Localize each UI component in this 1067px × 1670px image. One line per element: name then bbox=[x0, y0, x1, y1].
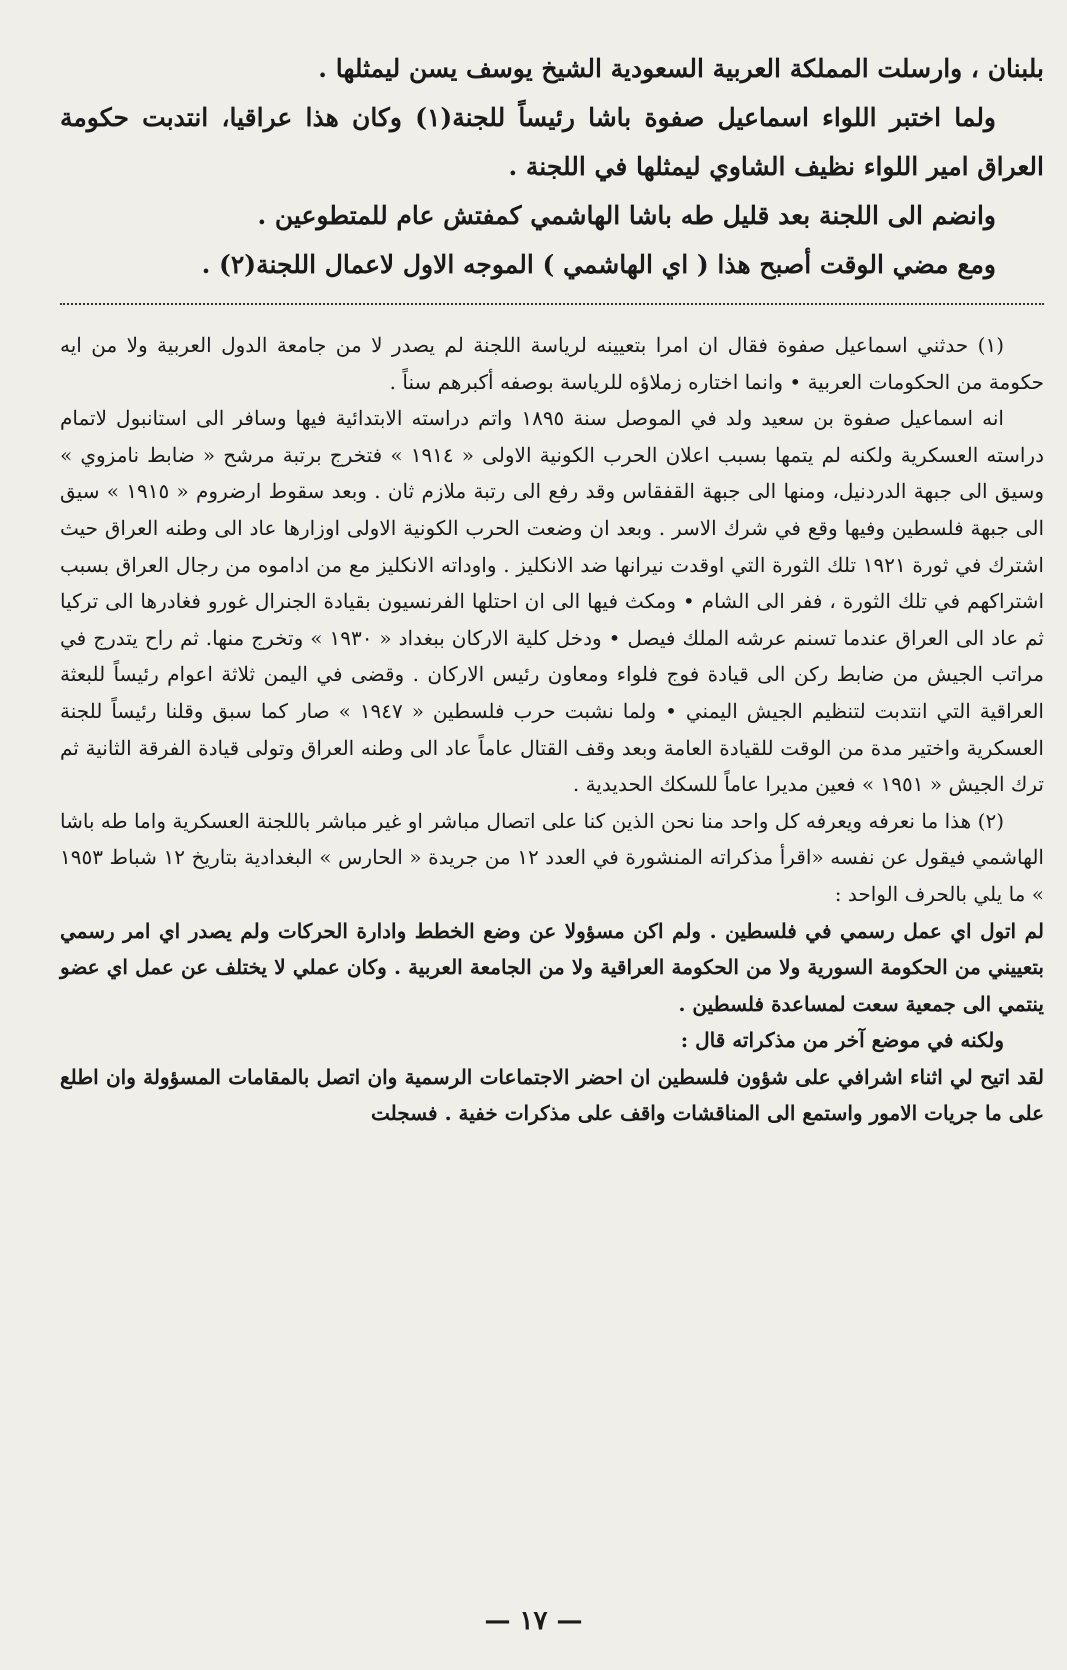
footnote-2-second-quote: لقد اتيح لي اثناء اشرافي على شؤون فلسطين ان احضر الاجتماعات الرسمية وان اتصل بالمقامات المسؤولة وان اطلع على ما جريات الامور واستمع الى المناقشات واقف على مذكرات خفية . فسجلت bbox=[60, 1064, 1044, 1126]
footnote-1-biography: انه اسماعيل صفوة بن سعيد ولد في الموصل سنة ١٨٩٥ واتم دراسته الابتدائية فيها وسافر الى استانبول لاتمام دراسته العسكرية ولكنه لم يتمها بسبب اعلان الحرب الكونية الاولى « ١٩١٤ » فتخرج برتبة مرشح « ضابط نامزوي » وسيق الى جبهة الدردنيل، ومنها الى جبهة القفقاس وقد رفع الى رتبة ملازم ثان . وبعد سقوط ارضروم « ١٩١٥ » سيق الى جبهة فلسطين وفيها وقع في شرك الاسر . وبعد ان وضعت الحرب الكونية الاولى اوزارها عاد الى وطنه العراق حيث اشترك في ثورة ١٩٢١ تلك الثورة التي اوقدت نيرانها ضد الانكليز . واوداته الانكليز مع من اداموه من رجال العراق بسبب اشتراكهم في تلك الثورة ، ففر الى الشام • ومكث فيها الى ان احتلها الفرنسيون بقيادة الجنرال غورو فغادرها الى تركيا ثم عاد الى العراق عندما تسنم عرشه الملك فيصل • ودخل كلية الاركان ببغداد « ١٩٣٠ » وتخرج منها. ثم راح يتدرج في مراتب الجيش من ضابط ركن الى قيادة فوج فلواء ومعاون رئيس الاركان . وقضى في اليمن ثلاثة اعوام رئيساً للبعثة العراقية التي انتدبت لتنظيم الجيش اليمني • ولما نشبت حرب فلسطين « ١٩٤٧ » صار كما سبق وقلنا رئيساً للجنة العسكرية واختير مدة من الوقت للقيادة العامة وبعد وقف القتال عاماً عاد الى وطنه العراق وتولى قيادة الفرقة الثانية ثم ترك الجيش « ١٩٥١ » فعين مديرا عاماً للسكك الحديدية . bbox=[60, 406, 1045, 797]
footnote-1: (١) حدثني اسماعيل صفوة فقال ان امرا بتعيينه لرياسة اللجنة لم يصدر لا من جامعة الدول العربية ولا من ايه حكومة من الحكومات العربية • وانما اختاره زملاؤه للرياسة بوصفه أكبرهم سناً . bbox=[60, 333, 1044, 394]
footnotes bbox=[60, 327, 1044, 1132]
footnote-2-transition: ولكنه في موضع آخر من مذكراته قال : bbox=[680, 1028, 1004, 1053]
main-paragraph-2: ولما اختبر اللواء اسماعيل صفوة باشا رئيساً للجنة(١) وكان هذا عراقيا، انتدبت حكومة العراق امير اللواء نظيف الشاوي ليمثلها في اللجنة . bbox=[60, 103, 1044, 181]
footnote-2: (٢) هذا ما نعرفه ويعرفه كل واحد منا نحن الذين كنا على اتصال مباشر او غير مباشر باللجنة العسكرية واما طه باشا الهاشمي فيقول عن نفسه «اقرأ مذكراته المنشورة في العدد ١٢ من جريدة « الحارس » البغدادية بتاريخ ١٢ شباط ١٩٥٣ » ما يلي بالحرف الواحد : bbox=[60, 808, 1044, 906]
page-number: — ١٧ — bbox=[484, 1606, 583, 1636]
main-paragraph-4: ومع مضي الوقت أصبح هذا ( اي الهاشمي ) الموجه الاول لاعمال اللجنة(٢) . bbox=[201, 250, 996, 279]
page-content bbox=[60, 44, 1044, 1132]
main-text bbox=[60, 44, 1044, 289]
main-paragraph-3: وانضم الى اللجنة بعد قليل طه باشا الهاشمي كمفتش عام للمتطوعين . bbox=[257, 201, 996, 230]
main-paragraph-1: بلبنان ، وارسلت المملكة العربية السعودية الشيخ يوسف يسن ليمثلها . bbox=[318, 54, 1044, 83]
footnote-2-quote: لم اتول اي عمل رسمي في فلسطين . ولم اكن مسؤولا عن وضع الخطط وادارة الحركات ولم يصدر اي امر رسمي بتعييني من الحكومة السورية ولا من الحكومة العراقية ولا من الجامعة العربية . وكان عملي لا يختلف عن عمل اي عضو ينتمي الى جمعية سعت لمساعدة فلسطين . bbox=[60, 918, 1045, 1016]
footnote-separator bbox=[60, 303, 1044, 305]
